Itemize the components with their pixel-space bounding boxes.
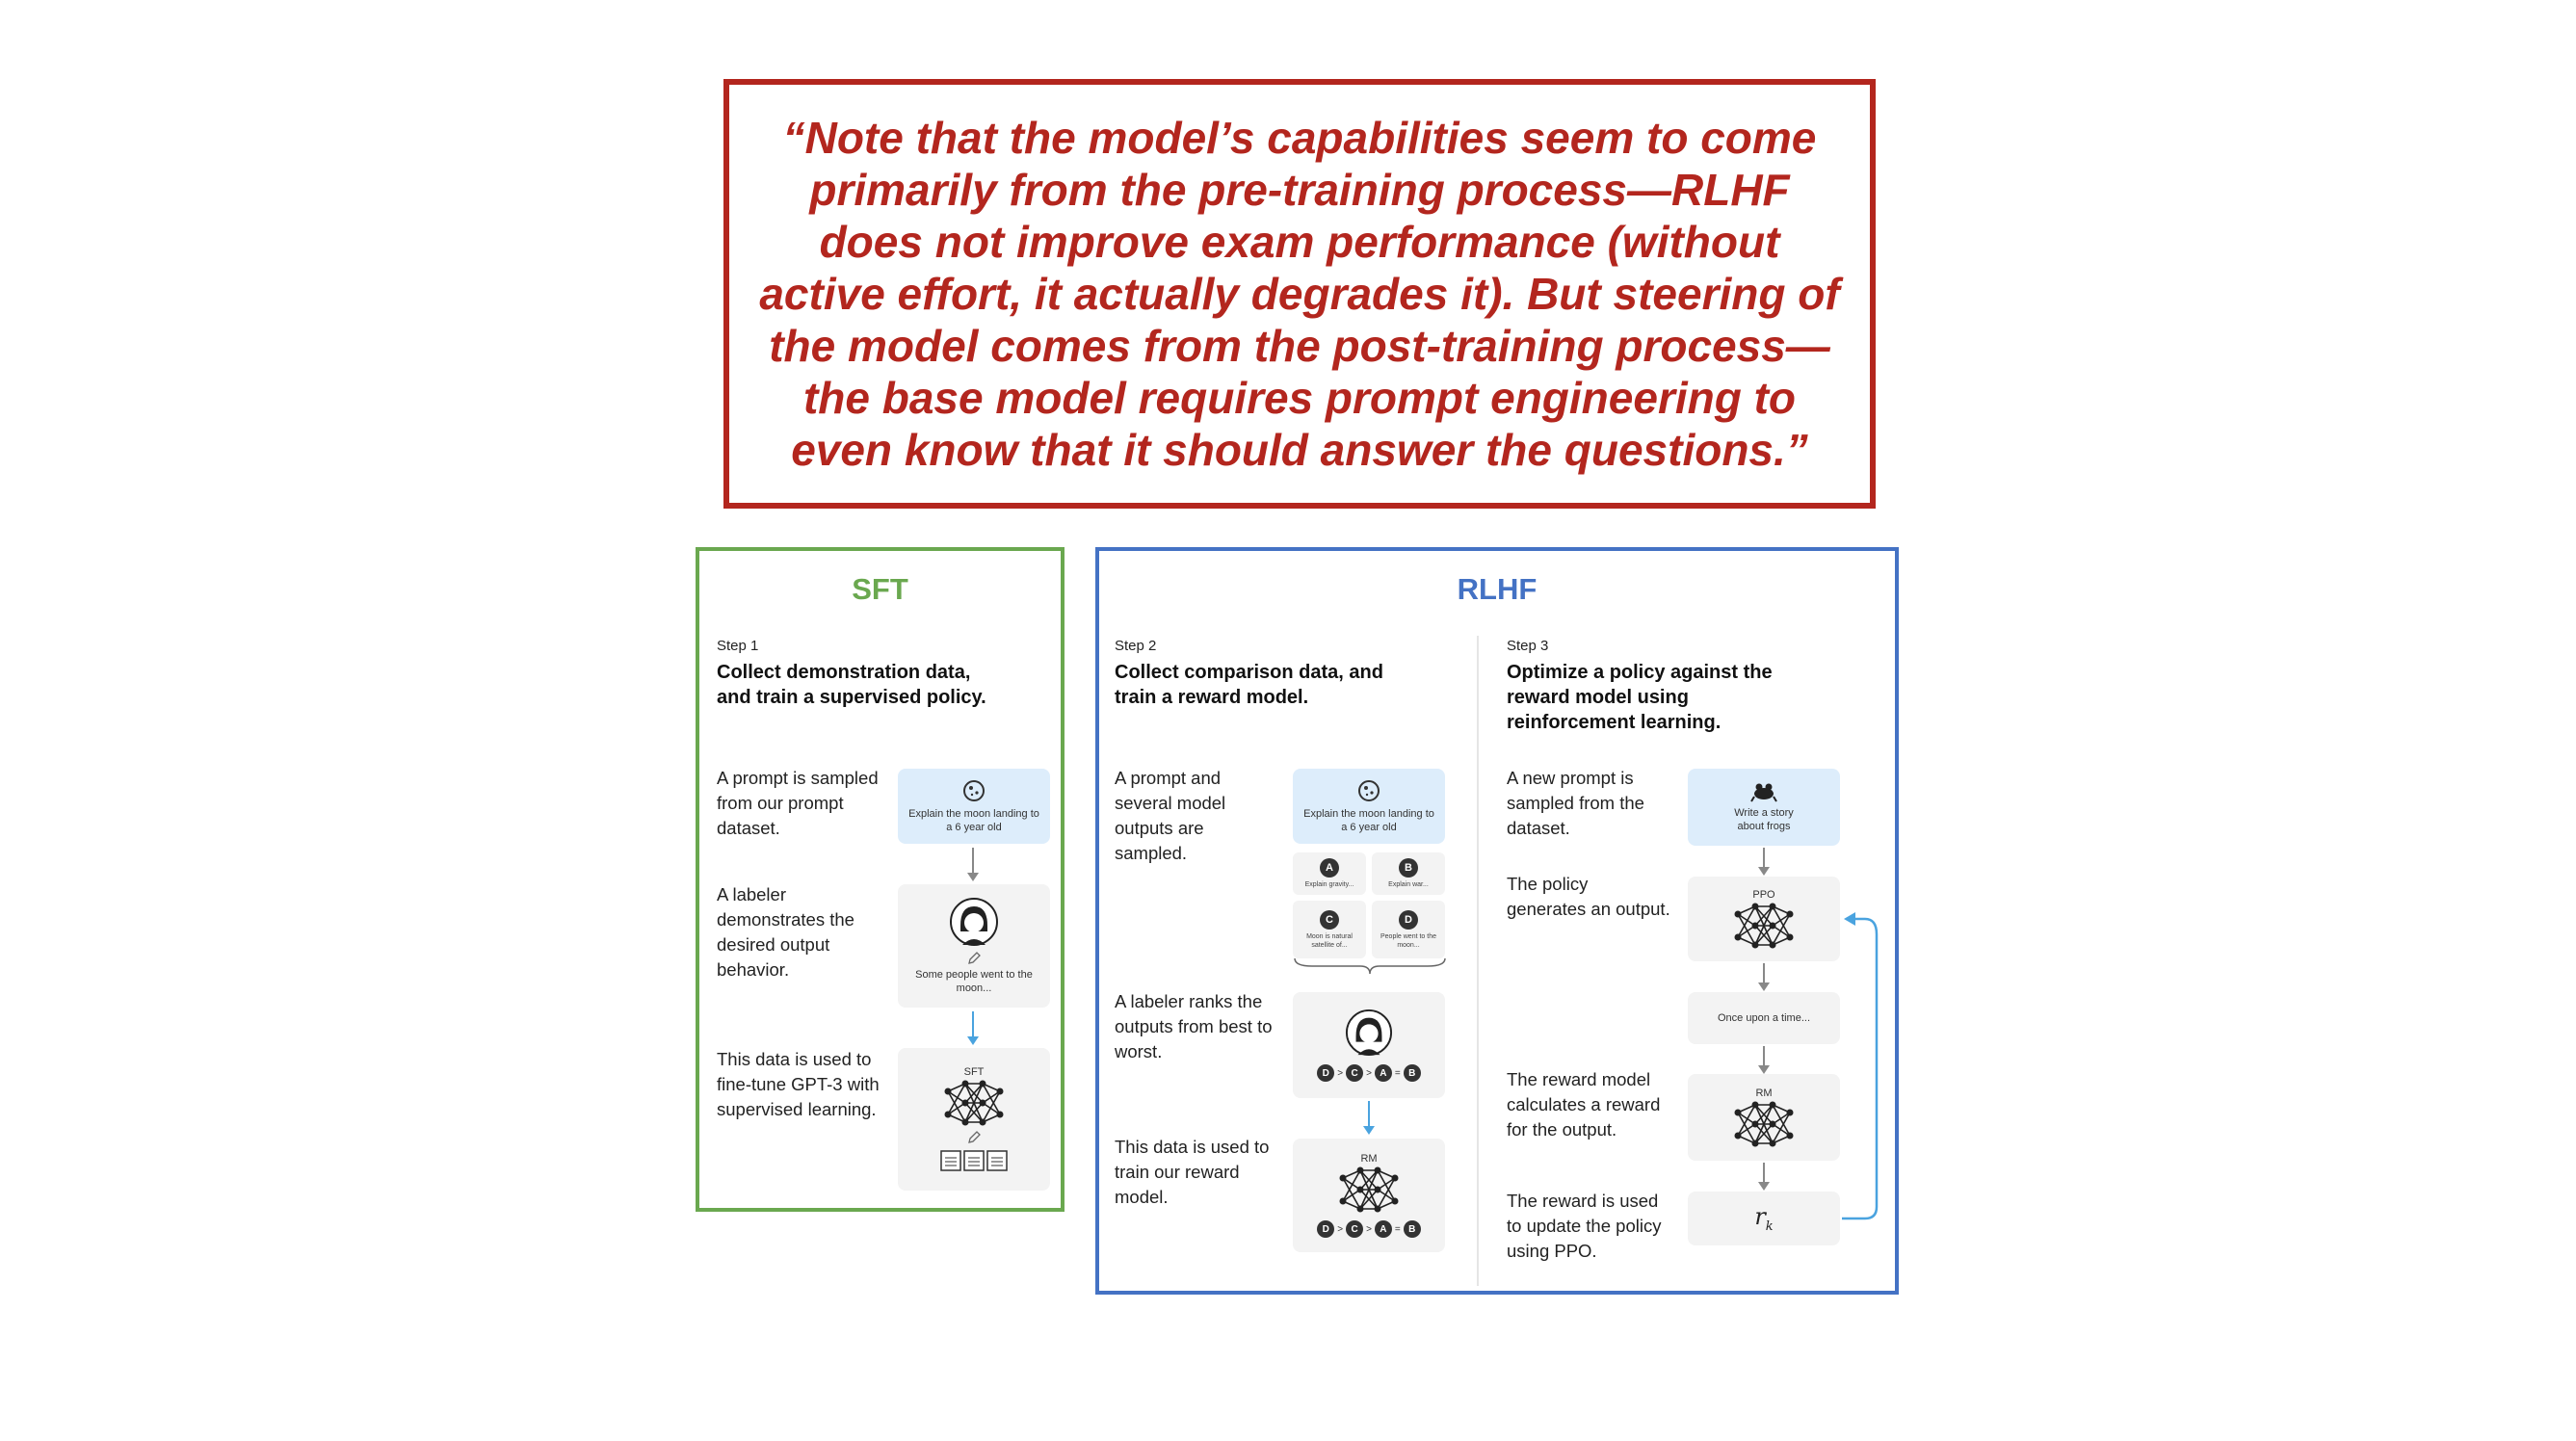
- nn-node: [1752, 1121, 1759, 1128]
- step3-desc-prompt: A new prompt is sampled from the dataset.: [1507, 768, 1644, 838]
- nn-node: [1357, 1167, 1364, 1174]
- step3-rm-card: [1688, 1074, 1840, 1161]
- step2-arrow: [1361, 1101, 1377, 1136]
- nn-node: [1392, 1175, 1399, 1182]
- rank-op: >: [1366, 1067, 1372, 1079]
- output-card-d: [1372, 901, 1445, 958]
- rank-item: D: [1317, 1220, 1334, 1238]
- step3-output-card: [1688, 992, 1840, 1044]
- neural-network-icon: [1730, 1101, 1798, 1147]
- nn-node: [1787, 1110, 1794, 1116]
- nn-node: [1752, 1102, 1759, 1109]
- step3-output-text: Once upon a time...: [1718, 1012, 1810, 1024]
- sft-model-card: [898, 1048, 1050, 1191]
- nn-node: [1340, 1198, 1347, 1205]
- step3-arrow-4: [1756, 1163, 1772, 1192]
- rank-item: C: [1346, 1064, 1363, 1082]
- nn-node: [1735, 1133, 1742, 1140]
- nn-node: [1770, 1140, 1776, 1147]
- output-card-b: [1372, 852, 1445, 895]
- step2-label: Step 2: [1115, 638, 1157, 654]
- step3-heading: Optimize a policy against the reward model using reinforcement learning.: [1507, 662, 1773, 733]
- rank-op: >: [1366, 1223, 1372, 1235]
- neural-network-icon: [1730, 903, 1798, 949]
- sft-labeler-card: [898, 884, 1050, 1008]
- nn-node: [1735, 934, 1742, 941]
- nn-node: [945, 1088, 952, 1095]
- nn-node: [962, 1081, 969, 1087]
- nn-node: [1787, 1133, 1794, 1140]
- rank-op: =: [1394, 1223, 1401, 1235]
- nn-node: [1735, 911, 1742, 918]
- step2-desc-ranks: A labeler ranks the outputs from best to worst.: [1115, 991, 1273, 1061]
- output-badge: B: [1399, 858, 1418, 878]
- pencil-icon: [966, 951, 982, 966]
- nn-node: [1392, 1198, 1399, 1205]
- sft-step-label: Step 1: [717, 638, 759, 654]
- sft-arrow-2: [965, 1011, 981, 1046]
- step2-heading: Collect comparison data, and train a reward model.: [1115, 662, 1383, 708]
- outputs-brace: [1293, 956, 1447, 976]
- sft-prompt-card: [898, 769, 1050, 844]
- nn-node: [1770, 1102, 1776, 1109]
- nn-node: [1787, 934, 1794, 941]
- output-badge: D: [1399, 910, 1418, 930]
- output-text: Explain gravity...: [1304, 881, 1354, 888]
- documents-icon: [939, 1149, 1009, 1172]
- nn-node: [1340, 1175, 1347, 1182]
- step-divider: [1477, 636, 1479, 1286]
- rank-op: >: [1337, 1223, 1344, 1235]
- step3-desc-reward: The reward model calculates a reward for the output.: [1507, 1069, 1661, 1140]
- output-badge: A: [1320, 858, 1339, 878]
- rank-item: C: [1346, 1220, 1363, 1238]
- rank-item: B: [1404, 1064, 1421, 1082]
- step2-prompt-card: [1293, 769, 1445, 844]
- neural-network-icon: [940, 1080, 1008, 1126]
- nn-node: [1770, 942, 1776, 949]
- rank-item: A: [1375, 1064, 1392, 1082]
- pencil-icon: [966, 1130, 982, 1145]
- ranking-row: [1317, 1064, 1421, 1082]
- nn-node: [1375, 1206, 1381, 1213]
- rlhf-title: RLHF: [1457, 572, 1538, 606]
- reward-sub: k: [1765, 1218, 1774, 1234]
- quote-text: “Note that the model’s capabilities seem to come primarily from the pre-training process—RLHF does not improve exam performance (without active effort, it actually degrades it). But steering of the model comes from the post-training process—the base model requires prompt engineering to even know that it should answer the questions.”: [759, 113, 1840, 475]
- nn-node: [1752, 942, 1759, 949]
- nn-node: [1375, 1187, 1381, 1193]
- nn-node: [1770, 904, 1776, 910]
- nn-node: [997, 1088, 1004, 1095]
- rank-item: B: [1404, 1220, 1421, 1238]
- output-text: Explain war...: [1388, 881, 1429, 888]
- nn-node: [1375, 1167, 1381, 1174]
- reward-symbol: [1754, 1203, 1773, 1234]
- sft-title: SFT: [852, 572, 908, 606]
- output-card-a: [1293, 852, 1366, 895]
- ranking-row: [1317, 1220, 1421, 1238]
- nn-node: [1357, 1187, 1364, 1193]
- output-badge: C: [1320, 910, 1339, 930]
- step2-rm-card: [1293, 1139, 1445, 1252]
- nn-node: [980, 1100, 986, 1107]
- sft-model-label: SFT: [963, 1066, 985, 1078]
- quote-box: [723, 79, 1876, 509]
- moon-icon: [1356, 778, 1381, 803]
- sft-desc-labeler: A labeler demonstrates the desired output behavior.: [717, 884, 854, 980]
- step3-arrow-2: [1756, 963, 1772, 992]
- output-card-c: [1293, 901, 1366, 958]
- sft-prompt-text: Explain the moon landing to a 6 year old: [908, 808, 1039, 833]
- frog-icon: [1750, 781, 1777, 802]
- step2-prompt-text: Explain the moon landing to a 6 year old: [1303, 808, 1434, 833]
- nn-node: [980, 1081, 986, 1087]
- step3-desc-policy: The policy generates an output.: [1507, 874, 1670, 919]
- step2-rm-label: RM: [1360, 1153, 1378, 1165]
- sft-desc-prompt: A prompt is sampled from our prompt dataset.: [717, 768, 879, 838]
- step3-arrow-1: [1756, 848, 1772, 877]
- step3-prompt-text: Write a story about frogs: [1734, 807, 1794, 832]
- nn-node: [945, 1112, 952, 1118]
- nn-node: [1357, 1206, 1364, 1213]
- sft-desc-finetune: This data is used to fine-tune GPT-3 with supervised learning.: [717, 1049, 880, 1119]
- step3-desc-update: The reward is used to update the policy using PPO.: [1507, 1191, 1662, 1261]
- sft-step-heading: Collect demonstration data, and train a supervised policy.: [717, 662, 986, 708]
- neural-network-icon: [1335, 1166, 1403, 1213]
- labeler-avatar-icon: [949, 897, 999, 947]
- nn-node: [962, 1119, 969, 1126]
- step2-desc-sampled: A prompt and several model outputs are sampled.: [1115, 768, 1226, 863]
- step3-prompt-card: [1688, 769, 1840, 846]
- reward-r: r: [1754, 1203, 1766, 1231]
- step3-label: Step 3: [1507, 638, 1549, 654]
- step2-labeler-card: [1293, 992, 1445, 1098]
- step3-policy-label: PPO: [1752, 889, 1775, 901]
- ppo-feedback-loop-arrow: [1840, 905, 1898, 1223]
- step3-rm-label: RM: [1755, 1087, 1773, 1099]
- nn-node: [997, 1112, 1004, 1118]
- rank-item: D: [1317, 1064, 1334, 1082]
- sft-arrow-1: [965, 848, 981, 882]
- output-text: Moon is natural satellite of...: [1306, 932, 1353, 949]
- sft-labeler-text: Some people went to the moon...: [915, 969, 1033, 994]
- step3-arrow-3: [1756, 1046, 1772, 1075]
- nn-node: [1752, 923, 1759, 930]
- step2-desc-train: This data is used to train our reward model.: [1115, 1137, 1270, 1207]
- nn-node: [962, 1100, 969, 1107]
- nn-node: [1770, 1121, 1776, 1128]
- rank-op: >: [1337, 1067, 1344, 1079]
- labeler-avatar-icon: [1345, 1009, 1393, 1057]
- output-text: People went to the moon...: [1380, 932, 1436, 949]
- nn-node: [1770, 923, 1776, 930]
- nn-node: [1735, 1110, 1742, 1116]
- rank-op: =: [1394, 1067, 1401, 1079]
- nn-node: [1752, 904, 1759, 910]
- nn-node: [1752, 1140, 1759, 1147]
- rank-item: A: [1375, 1220, 1392, 1238]
- nn-node: [980, 1119, 986, 1126]
- nn-node: [1787, 911, 1794, 918]
- step3-policy-card: [1688, 877, 1840, 961]
- moon-icon: [961, 778, 986, 803]
- step3-reward-card: [1688, 1192, 1840, 1245]
